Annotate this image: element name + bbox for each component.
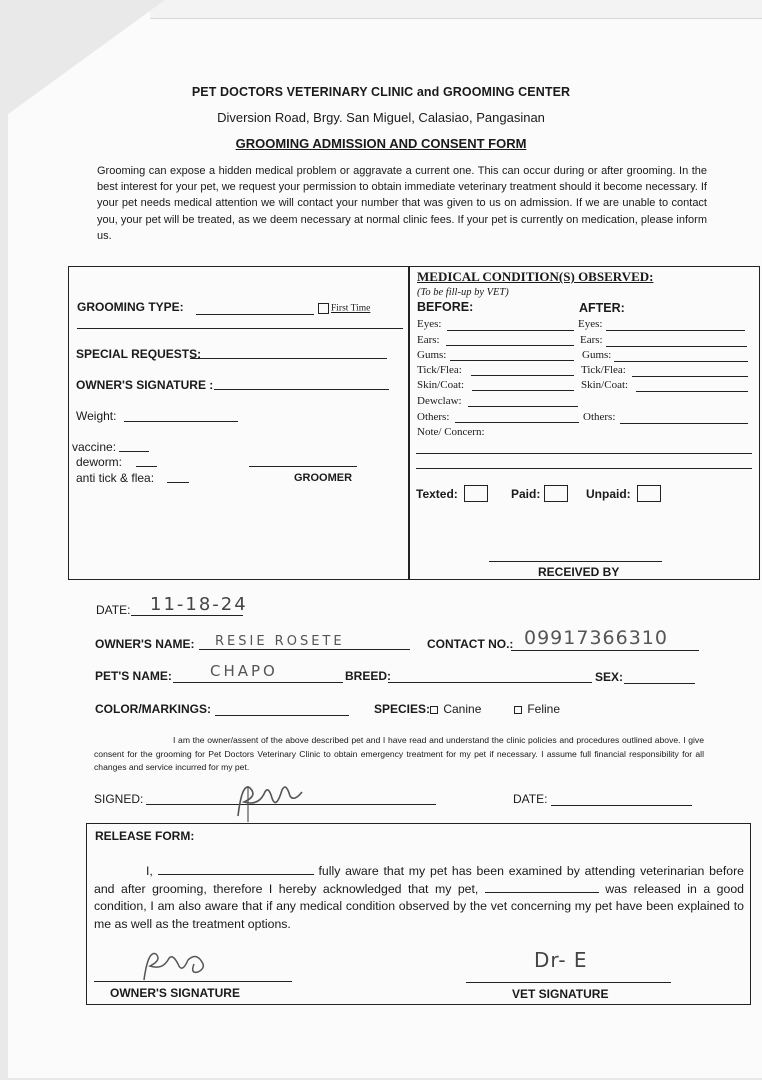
- clinic-name: PET DOCTORS VETERINARY CLINIC and GROOMING CENTER: [191, 85, 571, 99]
- sex-label: SEX:: [595, 670, 624, 684]
- before-dewclaw-label: Dewclaw:: [417, 395, 462, 407]
- grooming-type-label: GROOMING TYPE:: [77, 300, 184, 314]
- owner-signature-scribble: [228, 776, 308, 826]
- owner-name-field[interactable]: [199, 649, 410, 650]
- feline-option[interactable]: [514, 702, 560, 716]
- intro-paragraph: Grooming can expose a hidden medical problem or aggravate a current one. This can occur during or after grooming. In the best interest for your pet, we request your permission to obtain immediate veterinary treatment should it become necessary. If your pet needs medical attention we will contact your number that was given to us on admission. If we are unable to contact you, your pet will be treated, as we deem necessary at normal clinic fees. If your pet is currently on medication, please inform us.: [97, 165, 707, 242]
- before-heading: BEFORE:: [417, 300, 474, 314]
- signed-label: SIGNED:: [94, 792, 144, 806]
- owner-name-handwritten: RESIE ROSETE: [215, 634, 345, 649]
- feline-checkbox-icon[interactable]: [514, 706, 522, 714]
- date-handwritten: 11-18-24: [150, 594, 248, 615]
- release-name-blank[interactable]: [158, 863, 314, 875]
- before-gums-field[interactable]: [450, 360, 574, 361]
- vet-signature-handwritten: Dr- E: [534, 948, 588, 972]
- anti-tick-label: anti tick & flea:: [76, 471, 155, 485]
- after-ears-field[interactable]: [606, 346, 747, 347]
- vet-signature-line[interactable]: [466, 982, 671, 983]
- species-label: SPECIES:: [374, 702, 431, 716]
- before-others-field[interactable]: [455, 422, 579, 423]
- owner-name-label: OWNER'S NAME:: [95, 637, 195, 651]
- release-part3: was released in a good condition, I am also aware that if any medical condition observed by the vet concerning my pet have been explained to me as well as the treatment options.: [94, 881, 744, 931]
- pet-name-handwritten: CHAPO: [210, 662, 278, 680]
- release-pet-blank[interactable]: [485, 881, 599, 893]
- canine-label: Canine: [443, 702, 482, 716]
- color-markings-field[interactable]: [215, 715, 349, 716]
- sex-field[interactable]: [624, 683, 695, 684]
- release-paragraph: [94, 863, 744, 933]
- texted-checkbox[interactable]: [464, 485, 488, 502]
- owner-signature-field[interactable]: [214, 389, 389, 390]
- color-markings-label: COLOR/MARKINGS:: [95, 702, 211, 716]
- before-skin-label: Skin/Coat:: [417, 379, 465, 391]
- consent-paragraph: I am the owner/assent of the above described pet and I have read and understand the clinic policies and procedures outlined above. I give consent for the grooming for Pet Doctors Veterinary Clinic to obtain emergency treatment for my pet if necessary. I assume full financial responsibility for all changes and service incurred for my pet.: [94, 735, 704, 772]
- contact-field[interactable]: [511, 650, 699, 651]
- pet-name-field[interactable]: [173, 682, 343, 683]
- before-skin-field[interactable]: [472, 390, 574, 391]
- after-tick-label: Tick/Flea:: [581, 364, 626, 376]
- paper-edge: [150, 0, 762, 19]
- clinic-address: Diversion Road, Brgy. San Miguel, Calasiao, Pangasinan: [217, 110, 545, 125]
- grooming-type-extra-line[interactable]: [77, 328, 403, 329]
- owner-release-signature-scribble: [136, 944, 216, 986]
- canine-checkbox-icon[interactable]: [430, 706, 438, 714]
- checkbox-icon[interactable]: [318, 303, 329, 314]
- before-gums-label: Gums:: [417, 349, 447, 361]
- after-eyes-label: Eyes:: [578, 318, 603, 330]
- before-eyes-field[interactable]: [447, 330, 574, 331]
- before-eyes-label: Eyes:: [417, 318, 442, 330]
- release-title: RELEASE FORM:: [95, 829, 195, 843]
- release-part1: I,: [146, 864, 153, 878]
- before-tick-field[interactable]: [471, 375, 574, 376]
- date2-field[interactable]: [551, 805, 692, 806]
- paid-checkbox[interactable]: [544, 485, 568, 502]
- form-title: GROOMING ADMISSION AND CONSENT FORM: [235, 136, 527, 151]
- vaccine-field[interactable]: [119, 451, 149, 452]
- deworm-field[interactable]: [136, 466, 157, 467]
- after-others-label: Others:: [583, 411, 616, 423]
- special-requests-label: SPECIAL REQUESTS:: [76, 347, 202, 361]
- after-tick-field[interactable]: [632, 376, 748, 377]
- canine-option[interactable]: [430, 702, 481, 716]
- deworm-label: deworm:: [76, 455, 123, 469]
- grooming-type-field[interactable]: [196, 314, 314, 315]
- anti-tick-field[interactable]: [167, 482, 189, 483]
- texted-label: Texted:: [416, 487, 458, 501]
- folded-corner: [0, 0, 165, 120]
- after-eyes-field[interactable]: [606, 330, 745, 331]
- breed-field[interactable]: [388, 682, 592, 683]
- first-time-checkbox[interactable]: [318, 303, 370, 314]
- before-dewclaw-field[interactable]: [468, 406, 578, 407]
- before-ears-field[interactable]: [446, 345, 574, 346]
- unpaid-checkbox[interactable]: [637, 485, 661, 502]
- after-others-field[interactable]: [620, 423, 748, 424]
- medical-subtitle: (To be fill-up by VET): [417, 287, 509, 298]
- received-by-line[interactable]: [489, 561, 662, 562]
- before-tick-label: Tick/Flea:: [417, 364, 462, 376]
- note-label: Note/ Concern:: [417, 426, 485, 438]
- medical-title: MEDICAL CONDITION(S) OBSERVED:: [417, 269, 654, 284]
- after-skin-field[interactable]: [636, 391, 748, 392]
- after-heading: AFTER:: [579, 301, 625, 315]
- date-field[interactable]: [131, 615, 243, 616]
- vet-signature-label: VET SIGNATURE: [512, 987, 609, 1001]
- contact-label: CONTACT NO.:: [427, 637, 514, 651]
- before-ears-label: Ears:: [417, 334, 440, 346]
- pet-name-label: PET'S NAME:: [95, 669, 172, 683]
- date-label: DATE:: [96, 603, 131, 617]
- first-time-label: First Time: [331, 303, 371, 314]
- weight-label: Weight:: [76, 409, 117, 423]
- after-gums-field[interactable]: [614, 361, 748, 362]
- unpaid-label: Unpaid:: [586, 487, 631, 501]
- paid-label: Paid:: [511, 487, 541, 501]
- owner-release-signature-label: OWNER'S SIGNATURE: [110, 986, 240, 1000]
- weight-field[interactable]: [124, 421, 238, 422]
- note-line-1[interactable]: [416, 453, 752, 454]
- owner-signature-label: OWNER'S SIGNATURE :: [76, 378, 214, 392]
- after-skin-label: Skin/Coat:: [581, 379, 629, 391]
- vaccine-label: vaccine:: [72, 440, 117, 454]
- feline-label: Feline: [527, 702, 561, 716]
- column-divider: [408, 267, 410, 579]
- date2-label: DATE:: [513, 792, 548, 806]
- breed-label: BREED:: [345, 669, 392, 683]
- special-requests-field[interactable]: [190, 358, 387, 359]
- received-by-label: RECEIVED BY: [538, 565, 620, 579]
- after-ears-label: Ears:: [580, 334, 603, 346]
- release-part2: fully aware that my pet has been examined by attending veterinarian before and after grooming, therefore I hereby acknowledged that my pet,: [94, 864, 745, 896]
- before-others-label: Others:: [417, 411, 450, 423]
- groomer-signature-line[interactable]: [249, 466, 357, 467]
- contact-handwritten: 09917366310: [524, 627, 668, 649]
- after-gums-label: Gums:: [582, 349, 612, 361]
- note-line-2[interactable]: [416, 468, 752, 469]
- groomer-label: GROOMER: [294, 472, 353, 484]
